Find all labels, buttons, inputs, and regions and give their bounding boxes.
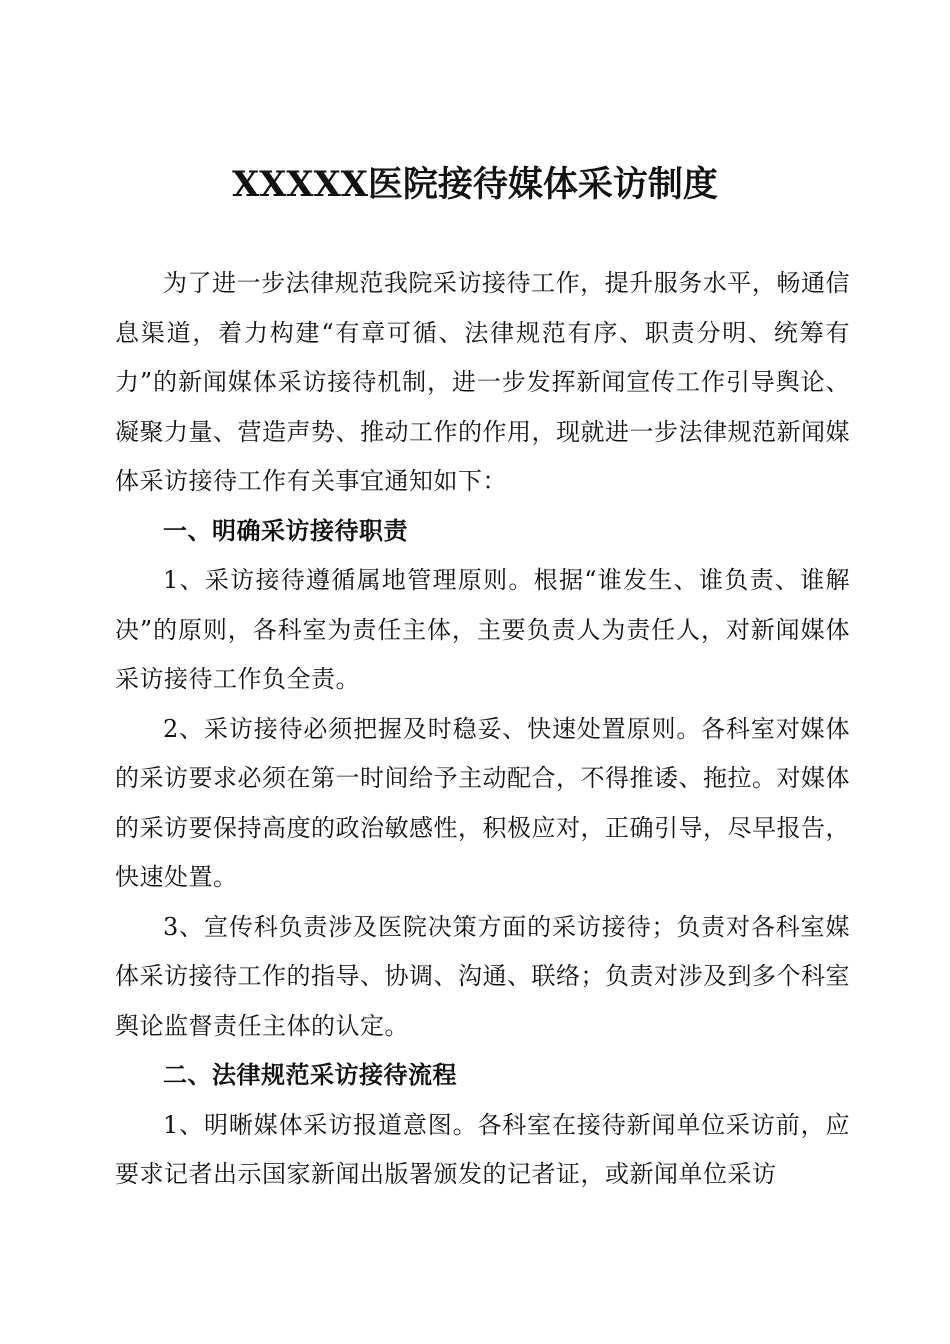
document-title: XXXXX医院接待媒体采访制度 bbox=[232, 164, 718, 205]
section-2-heading: 二、法律规范采访接待流程 bbox=[163, 1061, 457, 1089]
section-1-item-2: 2、采访接待必须把握及时稳妥、快速处置原则。各科室对媒体的采访要求必须在第一时间给予主动配合，不得推诿、拖拉。对媒体的采访要保持高度的政治敏感性，积极应对，正确引导，尽早报告，快速处置。 bbox=[115, 714, 850, 891]
section-2-item-1: 1、明晰媒体采访报道意图。各科室在接待新闻单位采访前，应要求记者出示国家新闻出版署颁发的记者证，或新闻单位采访 bbox=[115, 1110, 850, 1188]
intro-paragraph: 为了进一步法律规范我院采访接待工作，提升服务水平，畅通信息渠道，着力构建“有章可循、法律规范有序、职责分明、统筹有力”的新闻媒体采访接待机制，进一步发挥新闻宣传工作引导舆论、凝聚力量、营造声势、推动工作的作用，现就进一步法律规范新闻媒体采访接待工作有关事宜通知如下： bbox=[115, 269, 850, 495]
document-body bbox=[115, 259, 850, 1200]
section-1-heading: 一、明确采访接待职责 bbox=[163, 516, 408, 545]
section-1-item-1: 1、采访接待遵循属地管理原则。根据“谁发生、谁负责、谁解决”的原则，各科室为责任主体，主要负责人为责任人，对新闻媒体采访接待工作负全责。 bbox=[115, 566, 850, 693]
section-1-item-3: 3、宣传科负责涉及医院决策方面的采访接待；负责对各科室媒体采访接待工作的指导、协调、沟通、联络；负责对涉及到多个科室舆论监督责任主体的认定。 bbox=[115, 912, 850, 1040]
